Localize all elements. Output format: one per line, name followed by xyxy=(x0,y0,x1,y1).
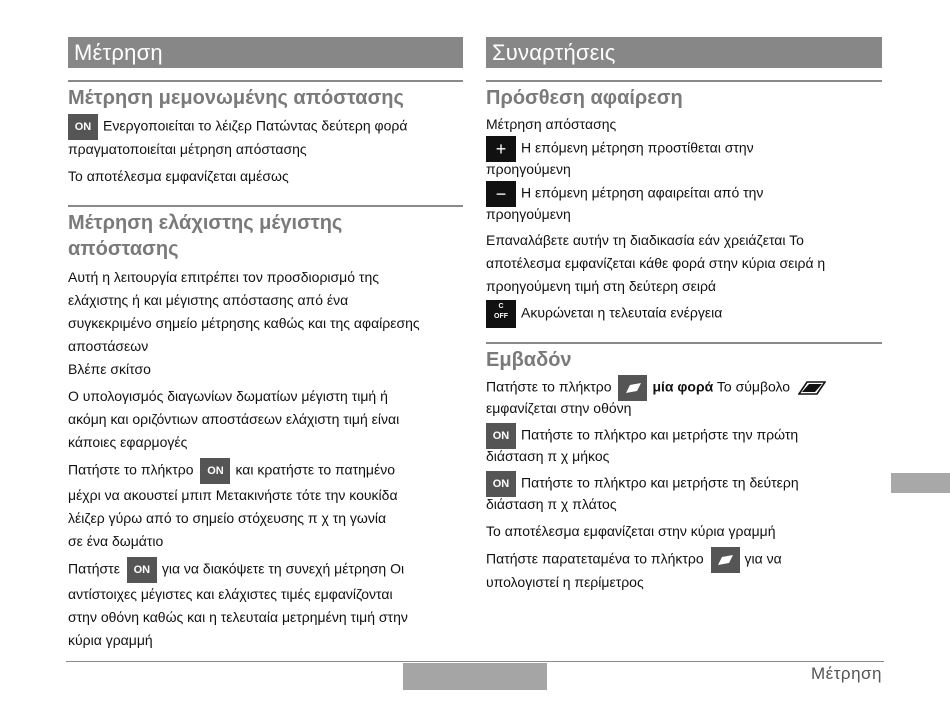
text-line: εμφανίζεται στην οθόνη xyxy=(486,400,632,416)
text-line: Αυτή η λειτουργία επιτρέπει τον προσδιορισμό της xyxy=(68,269,379,285)
text-line: σε ένα δωμάτιο xyxy=(68,533,164,549)
on-key-icon: ON xyxy=(486,471,516,497)
side-tab-marker xyxy=(891,473,950,493)
heading-min-max-distance: Μέτρηση ελάχιστης μέγιστης απόστασης xyxy=(68,205,463,262)
text-line: Επαναλάβετε αυτήν τη διαδικασία εάν χρειάζεται Το xyxy=(486,232,804,248)
text-line: κύρια γραμμή xyxy=(68,632,153,648)
text-line: στην οθόνη καθώς και η τελευταία μετρημένη τιμή στην xyxy=(68,609,408,625)
paragraph-plus: + Η επόμενη μέτρηση προστίθεται στην xyxy=(486,136,882,162)
on-key-icon: ON xyxy=(68,114,98,140)
text-line: αποστάσεων xyxy=(68,338,149,354)
text-line: Βλέπε σκίτσο xyxy=(68,361,151,377)
text-line: ακόμη και οριζόντιων αποστάσεων ελάχιστη τιμή είναι xyxy=(68,411,400,427)
text-line: αντίστοιχες μέγιστες και ελάχιστες τιμές εμφανίζονται xyxy=(68,586,393,602)
text-line: Το αποτέλεσμα εμφανίζεται στην κύρια γραμμή xyxy=(486,523,776,539)
text-line: προηγούμενη xyxy=(486,161,571,177)
heading-area: Εμβαδόν xyxy=(486,342,882,373)
footer-divider xyxy=(66,661,884,662)
paragraph-laser-on: ON Ενεργοποιείται το λέιζερ Πατώντας δεύτερη φορά xyxy=(68,114,463,140)
paragraph-perimeter: Πατήστε παρατεταμένα το πλήκτρο για να xyxy=(486,547,882,573)
on-key-icon: ON xyxy=(127,557,157,583)
footer-block xyxy=(403,663,547,690)
text-line: μέχρι να ακουστεί μπιπ Μετακινήστε τότε την κουκίδα xyxy=(68,487,398,503)
right-column xyxy=(486,37,882,594)
text-line: Μέτρηση απόστασης xyxy=(486,116,617,132)
footer-label: Μέτρηση xyxy=(810,664,882,683)
text-line: υπολογιστεί η περίμετρος xyxy=(486,574,644,590)
area-symbol-icon xyxy=(794,379,826,395)
clear-off-key-icon: C OFF xyxy=(486,300,516,328)
text-line: προηγούμενη τιμή στη δεύτερη σειρά xyxy=(486,278,717,294)
text-line: κάποιες εφαρμογές xyxy=(68,434,188,450)
heading-single-distance: Μέτρηση μεμονωμένης απόστασης xyxy=(68,80,463,111)
paragraph-step1: ON Πατήστε το πλήκτρο και μετρήστε την πρώτη xyxy=(486,423,882,449)
paragraph-minus: − Η επόμενη μέτρηση αφαιρείται από την xyxy=(486,181,882,207)
heading-add-subtract: Πρόσθεση αφαίρεση xyxy=(486,80,882,111)
paragraph-stop-measure: Πατήστε ON για να διακόψετε τη συνεχή μέτρηση Οι xyxy=(68,557,463,583)
paragraph-clear-off: C OFF Ακυρώνεται η τελευταία ενέργεια xyxy=(486,300,882,328)
plus-key-icon: + xyxy=(486,136,516,162)
paragraph-area-press: Πατήστε το πλήκτρο μία φορά Το σύμβολο xyxy=(486,375,882,401)
text-line: Ο υπολογισμός διαγωνίων δωματίων μέγιστη τιμή ή xyxy=(68,388,388,404)
section-banner-measurement: Μέτρηση xyxy=(68,37,463,68)
area-key-icon xyxy=(711,547,740,573)
left-column xyxy=(68,37,463,652)
text-line: ελάχιστης ή και μέγιστης απόστασης από ένα xyxy=(68,292,349,308)
text-line: λέιζερ γύρω από το σημείο στόχευσης π χ τη γωνία xyxy=(68,510,387,526)
text-line: διάσταση π χ μήκος xyxy=(486,448,610,464)
on-key-icon: ON xyxy=(200,458,230,484)
section-banner-functions: Συναρτήσεις xyxy=(486,37,882,68)
minus-key-icon: − xyxy=(486,181,516,207)
text-line: αποτέλεσμα εμφανίζεται κάθε φορά στην κύρια σειρά η xyxy=(486,255,826,271)
paragraph-step2: ON Πατήστε το πλήκτρο και μετρήστε τη δεύτερη xyxy=(486,471,882,497)
paragraph-result-immediate: Το αποτέλεσμα εμφανίζεται αμέσως xyxy=(68,168,289,184)
text-line: συγκεκριμένο σημείο μέτρησης καθώς και της αφαίρεσης xyxy=(68,315,420,331)
text-line: προηγούμενη xyxy=(486,206,571,222)
paragraph-press-hold: Πατήστε το πλήκτρο ON και κρατήστε το πατημένο xyxy=(68,458,463,484)
text-line: διάσταση π χ πλάτος xyxy=(486,496,617,512)
on-key-icon: ON xyxy=(486,423,516,449)
paragraph-laser-on-cont: πραγματοποιείται μέτρηση απόστασης xyxy=(68,141,307,157)
